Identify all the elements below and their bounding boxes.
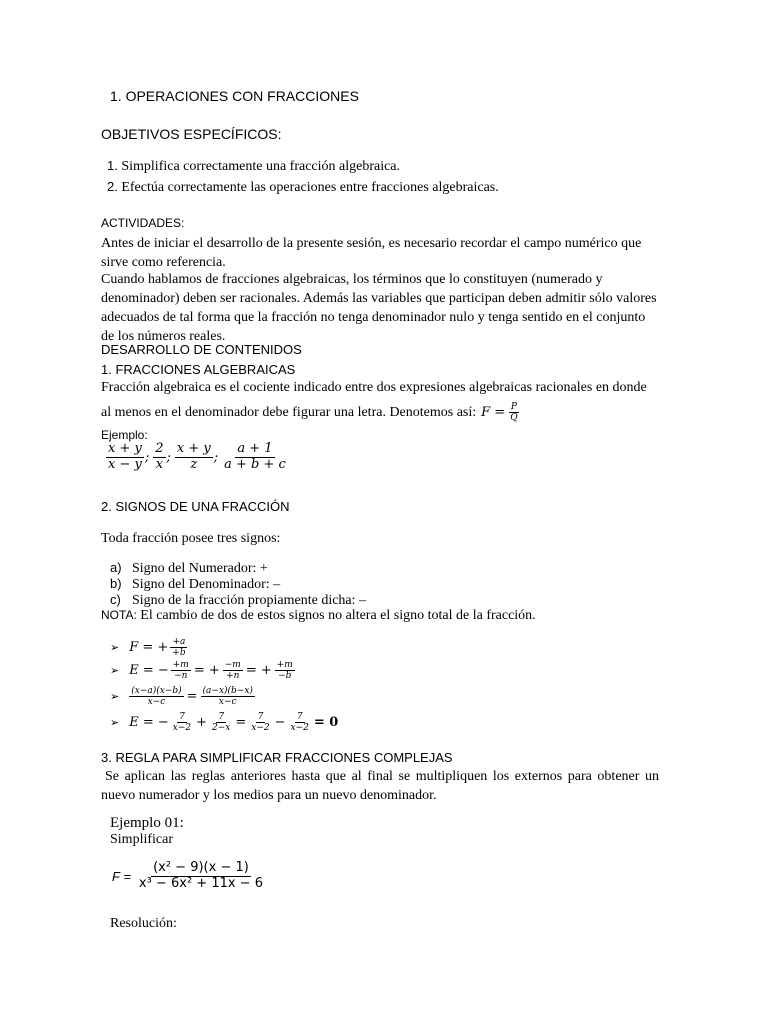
examples-row bbox=[106, 442, 288, 473]
example01-numerator: (x² − 9)(x − 1) bbox=[153, 860, 249, 875]
example-denominator: a + b + c bbox=[224, 456, 286, 472]
definition-denominator: Q bbox=[510, 413, 518, 424]
eq-denominator: −b bbox=[278, 671, 292, 682]
eq-result: = 0 bbox=[313, 715, 339, 731]
development-heading: DESARROLLO DE CONTENIDOS bbox=[101, 342, 302, 357]
objective-text: Simplifica correctamente una fracción algebraica. bbox=[121, 159, 401, 174]
example-denominator: z bbox=[190, 456, 198, 472]
example-fraction-2 bbox=[153, 442, 165, 473]
sign-item-text: Signo de la fracción propiamente dicha: – bbox=[132, 593, 367, 608]
eq-numerator: 7 bbox=[179, 712, 185, 722]
note-text: El cambio de dos de estos signos no altera el signo total de la fracción. bbox=[140, 608, 536, 623]
sign-item-letter: a) bbox=[110, 560, 122, 575]
arrow-bullet-icon: ➢ bbox=[110, 664, 120, 678]
sign-item-a bbox=[110, 560, 268, 577]
example01-lhs: F = bbox=[112, 868, 131, 884]
eq-numerator: +m bbox=[276, 660, 293, 670]
eq-operator: = + bbox=[245, 663, 272, 679]
rule-text: Se aplican las reglas anteriores hasta que al final se multipliquen los externos para obtener un nuevo numerador y los medios para un nuevo denominador. bbox=[101, 769, 659, 803]
objective-number: 2. bbox=[107, 179, 118, 194]
page-title: 1. OPERACIONES CON FRACCIONES bbox=[110, 88, 359, 104]
example-label: Ejemplo: bbox=[101, 428, 148, 442]
sign-item-letter: b) bbox=[110, 576, 122, 591]
activities-paragraph-1: Antes de iniciar el desarrollo de la presente sesión, es necesario recordar el campo numérico que sirve como referencia. bbox=[101, 236, 642, 270]
eq-lhs: E = − bbox=[129, 715, 169, 731]
eq-fraction bbox=[201, 686, 255, 708]
note bbox=[101, 608, 536, 624]
eq-fraction bbox=[129, 686, 183, 708]
eq-denominator: 2−x bbox=[212, 723, 231, 734]
eq-numerator: +a bbox=[172, 637, 186, 647]
eq-operator: = + bbox=[193, 663, 220, 679]
example01-fraction bbox=[137, 861, 265, 892]
example01-equation bbox=[112, 861, 265, 892]
eq-lhs: F = + bbox=[129, 640, 169, 656]
eq-fraction bbox=[249, 712, 271, 734]
eq-numerator: 7 bbox=[296, 712, 303, 722]
example01-instruction: Simplificar bbox=[110, 832, 173, 847]
definition-lhs: F = bbox=[481, 405, 506, 421]
rule-title: 3. REGLA PARA SIMPLIFICAR FRACCIONES COMPLEJAS bbox=[101, 750, 453, 765]
arrow-bullet-icon: ➢ bbox=[110, 716, 120, 730]
example-separator: ; bbox=[213, 449, 219, 465]
example-fraction-1 bbox=[106, 442, 144, 473]
eq-fraction bbox=[210, 712, 232, 734]
objectives-heading: OBJETIVOS ESPECÍFICOS: bbox=[101, 126, 282, 142]
signs-intro: Toda fracción posee tres signos: bbox=[101, 531, 281, 546]
activities-paragraph-2: Cuando hablamos de fracciones algebraicas, los términos que lo constituyen (numerado y denominador) deben ser racionales. Además las variables que participan deben admitir sólo valores adecuados de tal forma que la fracción no tenga denominador nulo y tenga sentido en el conjunto de los números reales. bbox=[101, 272, 657, 344]
eq-operator: − bbox=[274, 715, 286, 731]
note-label: NOTA: bbox=[101, 608, 137, 622]
eq-denominator: x−c bbox=[218, 697, 237, 708]
eq-lhs: E = − bbox=[129, 663, 169, 679]
eq-fraction bbox=[171, 660, 191, 682]
eq-numerator: −m bbox=[224, 660, 241, 670]
arrow-bullet-icon: ➢ bbox=[110, 641, 120, 655]
example-denominator: x − y bbox=[108, 456, 142, 472]
example-numerator: a + 1 bbox=[237, 441, 273, 456]
eq-fraction bbox=[223, 660, 243, 682]
sign-equation-3 bbox=[110, 686, 255, 708]
eq-fraction bbox=[170, 637, 187, 659]
example01-denominator: x³ − 6x² + 11x − 6 bbox=[138, 875, 263, 891]
resolution-label: Resolución: bbox=[110, 916, 177, 931]
activities-heading: ACTIVIDADES: bbox=[101, 216, 185, 230]
example-denominator: x bbox=[155, 456, 164, 472]
signs-title: 2. SIGNOS DE UNA FRACCIÓN bbox=[101, 499, 290, 514]
section1-line-2-text: al menos en el denominador debe figurar una letra. Denotemos así: bbox=[101, 404, 477, 420]
objective-text: Efectúa correctamente las operaciones entre fracciones algebraicas. bbox=[121, 180, 499, 195]
example-separator: ; bbox=[166, 449, 171, 465]
eq-fraction bbox=[275, 660, 295, 682]
section1-title: 1. FRACCIONES ALGEBRAICAS bbox=[101, 362, 296, 377]
eq-fraction bbox=[289, 712, 311, 734]
sign-item-text: Signo del Numerador: + bbox=[132, 561, 268, 576]
sign-equation-2 bbox=[110, 660, 295, 682]
eq-numerator: 7 bbox=[257, 712, 264, 722]
eq-denominator: +b bbox=[172, 648, 186, 659]
definition-fraction bbox=[508, 402, 519, 424]
section1-line-1: Fracción algebraica es el cociente indicado entre dos expresiones algebraicas racionales en donde bbox=[101, 380, 647, 395]
sign-item-letter: c) bbox=[110, 592, 121, 607]
eq-operator: = bbox=[186, 689, 198, 705]
eq-operator: + bbox=[196, 715, 208, 731]
sign-item-b bbox=[110, 576, 280, 593]
eq-denominator: −n bbox=[174, 671, 188, 682]
sign-item-text: Signo del Denominador: – bbox=[132, 577, 281, 592]
eq-numerator: +m bbox=[172, 660, 189, 670]
example-fraction-4 bbox=[222, 442, 288, 473]
example01-heading: Ejemplo 01: bbox=[110, 815, 184, 831]
definition-numerator: P bbox=[510, 402, 517, 412]
example-numerator: x + y bbox=[176, 441, 211, 456]
eq-denominator: +n bbox=[226, 671, 240, 682]
arrow-bullet-icon: ➢ bbox=[110, 690, 120, 704]
example-numerator: 2 bbox=[155, 441, 164, 456]
sign-equation-1 bbox=[110, 637, 188, 659]
section1-line-2 bbox=[101, 402, 520, 424]
objective-item-1 bbox=[107, 158, 400, 175]
eq-numerator: (a−x)(b−x) bbox=[202, 686, 253, 696]
eq-denominator: x−c bbox=[147, 697, 166, 708]
objective-number: 1. bbox=[107, 158, 118, 173]
objective-item-2 bbox=[107, 179, 499, 196]
sign-item-c bbox=[110, 592, 366, 609]
example-separator: ; bbox=[144, 449, 150, 465]
example-fraction-3 bbox=[175, 442, 213, 473]
eq-numerator: 7 bbox=[218, 712, 225, 722]
example-numerator: x + y bbox=[108, 441, 142, 456]
eq-fraction bbox=[171, 712, 193, 734]
eq-numerator: (x−a)(x−b) bbox=[131, 686, 182, 696]
eq-denominator: x−2 bbox=[251, 723, 270, 734]
sign-equation-4 bbox=[110, 712, 341, 734]
eq-operator: = bbox=[235, 715, 247, 731]
eq-denominator: x−2 bbox=[290, 723, 309, 734]
eq-denominator: x−2 bbox=[172, 723, 192, 734]
